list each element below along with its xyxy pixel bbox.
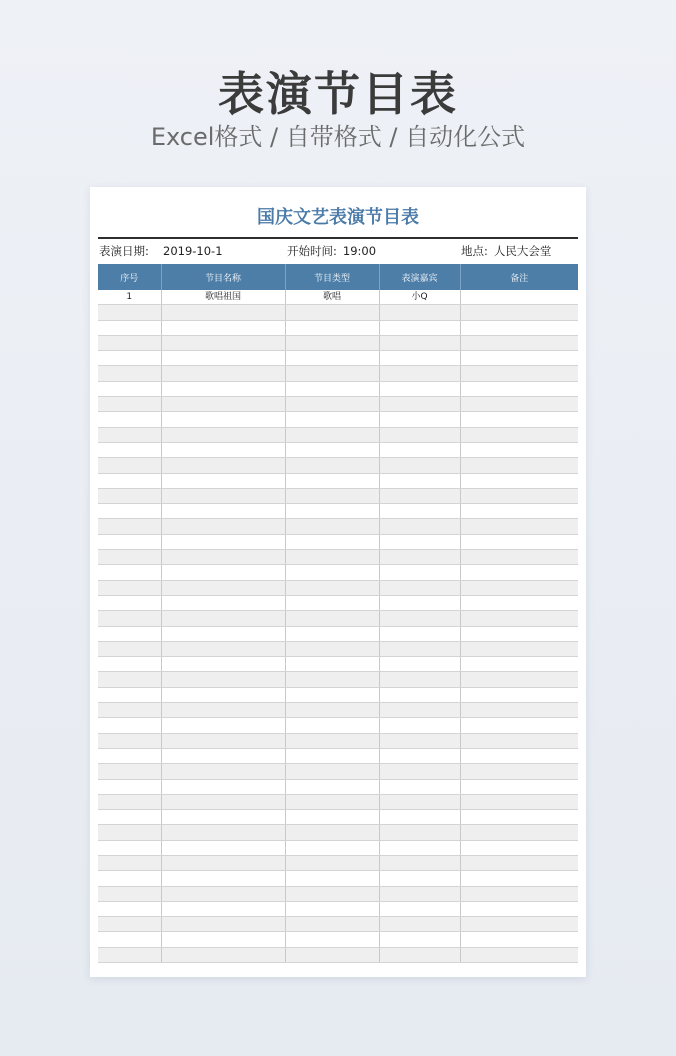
cell-index[interactable]: [98, 381, 161, 396]
title-divider: [98, 237, 578, 239]
column-header-index: 序号: [98, 264, 161, 290]
cell-notes[interactable]: [460, 687, 578, 702]
table-row: [98, 810, 578, 825]
cell-program-name[interactable]: [161, 947, 285, 962]
date-value: 2019-10-1: [163, 244, 223, 258]
cell-program-name[interactable]: [161, 458, 285, 473]
cell-notes[interactable]: [460, 641, 578, 656]
cell-performer[interactable]: [379, 917, 460, 932]
cell-performer[interactable]: [379, 351, 460, 366]
cell-program-name[interactable]: [161, 534, 285, 549]
cell-notes[interactable]: [460, 290, 578, 305]
cell-program-name[interactable]: [161, 397, 285, 412]
table-row: [98, 565, 578, 580]
cell-notes[interactable]: [460, 733, 578, 748]
cell-index[interactable]: [98, 641, 161, 656]
cell-index[interactable]: [98, 335, 161, 350]
cell-notes[interactable]: [460, 748, 578, 763]
cell-performer[interactable]: [379, 871, 460, 886]
cell-performer[interactable]: [379, 947, 460, 962]
cell-performer[interactable]: [379, 488, 460, 503]
table-row: [98, 871, 578, 886]
cell-index[interactable]: [98, 565, 161, 580]
program-table-wrap: [98, 264, 578, 963]
cell-performer[interactable]: [379, 703, 460, 718]
cell-performer[interactable]: [379, 687, 460, 702]
cell-program-name[interactable]: [161, 335, 285, 350]
cell-program-type[interactable]: [285, 519, 379, 534]
cell-notes[interactable]: [460, 611, 578, 626]
cell-program-type[interactable]: [285, 427, 379, 442]
cell-program-type[interactable]: [285, 595, 379, 610]
cell-notes[interactable]: [460, 794, 578, 809]
table-row: [98, 825, 578, 840]
cell-performer[interactable]: [379, 779, 460, 794]
cell-program-type[interactable]: 歌唱: [285, 290, 379, 305]
cell-index[interactable]: [98, 672, 161, 687]
cell-program-type[interactable]: [285, 641, 379, 656]
cell-notes[interactable]: [460, 825, 578, 840]
cell-program-type[interactable]: [285, 442, 379, 457]
cell-program-name[interactable]: [161, 611, 285, 626]
table-row: [98, 733, 578, 748]
cell-program-name[interactable]: [161, 519, 285, 534]
cell-program-name[interactable]: [161, 886, 285, 901]
table-row: [98, 840, 578, 855]
table-row: [98, 580, 578, 595]
cell-notes[interactable]: [460, 626, 578, 641]
cell-index[interactable]: [98, 794, 161, 809]
cell-program-type[interactable]: [285, 580, 379, 595]
cell-program-name[interactable]: 歌唱祖国: [161, 290, 285, 305]
column-header-program-type: 节目类型: [285, 264, 379, 290]
cell-index[interactable]: [98, 855, 161, 870]
cell-program-name[interactable]: [161, 488, 285, 503]
cell-performer[interactable]: [379, 397, 460, 412]
cell-index[interactable]: [98, 488, 161, 503]
cell-program-type[interactable]: [285, 305, 379, 320]
cell-notes[interactable]: [460, 886, 578, 901]
cell-index[interactable]: [98, 580, 161, 595]
cell-program-type[interactable]: [285, 718, 379, 733]
cell-performer[interactable]: [379, 335, 460, 350]
column-header-performer: 表演嘉宾: [379, 264, 460, 290]
table-row: [98, 397, 578, 412]
start-time: [287, 243, 376, 259]
cell-performer[interactable]: [379, 901, 460, 916]
table-row: [98, 657, 578, 672]
cell-performer[interactable]: [379, 764, 460, 779]
cell-index[interactable]: [98, 351, 161, 366]
cell-performer[interactable]: [379, 458, 460, 473]
table-row: [98, 611, 578, 626]
cell-program-name[interactable]: [161, 718, 285, 733]
cell-program-type[interactable]: [285, 657, 379, 672]
cell-program-name[interactable]: [161, 412, 285, 427]
cell-program-name[interactable]: [161, 871, 285, 886]
table-row: [98, 595, 578, 610]
cell-index[interactable]: [98, 779, 161, 794]
cell-program-type[interactable]: [285, 351, 379, 366]
program-table: [98, 264, 578, 963]
table-row: [98, 290, 578, 305]
cell-index[interactable]: [98, 810, 161, 825]
cell-index[interactable]: [98, 412, 161, 427]
cell-index[interactable]: [98, 458, 161, 473]
table-row: [98, 672, 578, 687]
cell-program-type[interactable]: [285, 672, 379, 687]
column-header-program-name: 节目名称: [161, 264, 285, 290]
cell-notes[interactable]: [460, 488, 578, 503]
table-row: [98, 366, 578, 381]
cell-program-name[interactable]: [161, 840, 285, 855]
cell-program-type[interactable]: [285, 947, 379, 962]
cell-performer[interactable]: [379, 672, 460, 687]
table-row: [98, 320, 578, 335]
cell-program-name[interactable]: [161, 427, 285, 442]
cell-program-name[interactable]: [161, 442, 285, 457]
cell-program-type[interactable]: [285, 397, 379, 412]
cell-program-type[interactable]: [285, 764, 379, 779]
cell-program-name[interactable]: [161, 779, 285, 794]
cell-index[interactable]: [98, 626, 161, 641]
cell-program-type[interactable]: [285, 488, 379, 503]
cell-performer[interactable]: [379, 550, 460, 565]
table-row: [98, 626, 578, 641]
table-row: [98, 947, 578, 962]
cell-index[interactable]: [98, 840, 161, 855]
cell-program-type[interactable]: [285, 412, 379, 427]
cell-notes[interactable]: [460, 519, 578, 534]
cell-index[interactable]: [98, 442, 161, 457]
cell-program-type[interactable]: [285, 565, 379, 580]
cell-program-type[interactable]: [285, 825, 379, 840]
cell-performer[interactable]: [379, 580, 460, 595]
cell-notes[interactable]: [460, 580, 578, 595]
cell-program-name[interactable]: [161, 351, 285, 366]
cell-notes[interactable]: [460, 917, 578, 932]
cell-program-name[interactable]: [161, 504, 285, 519]
cell-index[interactable]: [98, 764, 161, 779]
cell-performer[interactable]: [379, 412, 460, 427]
cell-notes[interactable]: [460, 412, 578, 427]
cell-program-name[interactable]: [161, 901, 285, 916]
cell-program-name[interactable]: [161, 473, 285, 488]
table-row: [98, 764, 578, 779]
cell-index[interactable]: [98, 366, 161, 381]
cell-program-type[interactable]: [285, 794, 379, 809]
cell-index[interactable]: [98, 657, 161, 672]
cell-performer[interactable]: [379, 855, 460, 870]
table-row: [98, 748, 578, 763]
cell-notes[interactable]: [460, 504, 578, 519]
cell-program-type[interactable]: [285, 320, 379, 335]
cell-program-name[interactable]: [161, 565, 285, 580]
cell-performer[interactable]: [379, 427, 460, 442]
hero-title: 表演节目表: [218, 67, 458, 121]
cell-notes[interactable]: [460, 458, 578, 473]
cell-program-type[interactable]: [285, 366, 379, 381]
table-row: [98, 504, 578, 519]
cell-index[interactable]: [98, 504, 161, 519]
cell-performer[interactable]: [379, 366, 460, 381]
table-row: [98, 473, 578, 488]
cell-program-name[interactable]: [161, 932, 285, 947]
cell-program-type[interactable]: [285, 335, 379, 350]
table-row: [98, 488, 578, 503]
cell-notes[interactable]: [460, 335, 578, 350]
cell-program-type[interactable]: [285, 733, 379, 748]
cell-index[interactable]: [98, 886, 161, 901]
cell-program-name[interactable]: [161, 320, 285, 335]
cell-index[interactable]: [98, 320, 161, 335]
cell-notes[interactable]: [460, 305, 578, 320]
table-body: [98, 290, 578, 963]
cell-performer[interactable]: [379, 840, 460, 855]
table-row: [98, 886, 578, 901]
table-header-row: [98, 264, 578, 290]
cell-index[interactable]: [98, 703, 161, 718]
cell-index[interactable]: [98, 871, 161, 886]
location: [461, 243, 551, 259]
cell-performer[interactable]: 小Q: [379, 290, 460, 305]
cell-index[interactable]: [98, 825, 161, 840]
table-row: [98, 427, 578, 442]
cell-program-name[interactable]: [161, 366, 285, 381]
start-time-label: 开始时间:: [287, 244, 337, 258]
hero-subtitle: Excel格式 / 自带格式 / 自动化公式: [150, 123, 526, 151]
cell-index[interactable]: [98, 718, 161, 733]
cell-notes[interactable]: [460, 657, 578, 672]
cell-notes[interactable]: [460, 381, 578, 396]
cell-program-type[interactable]: [285, 687, 379, 702]
cell-index[interactable]: [98, 534, 161, 549]
cell-program-name[interactable]: [161, 595, 285, 610]
cell-index[interactable]: [98, 917, 161, 932]
table-row: [98, 519, 578, 534]
cell-notes[interactable]: [460, 397, 578, 412]
cell-performer[interactable]: [379, 810, 460, 825]
cell-program-type[interactable]: [285, 626, 379, 641]
cell-index[interactable]: [98, 595, 161, 610]
cell-index[interactable]: [98, 611, 161, 626]
cell-performer[interactable]: [379, 473, 460, 488]
cell-notes[interactable]: [460, 595, 578, 610]
cell-notes[interactable]: [460, 810, 578, 825]
table-row: [98, 381, 578, 396]
cell-program-type[interactable]: [285, 381, 379, 396]
cell-notes[interactable]: [460, 840, 578, 855]
cell-notes[interactable]: [460, 871, 578, 886]
cell-index[interactable]: 1: [98, 290, 161, 305]
cell-program-type[interactable]: [285, 886, 379, 901]
cell-performer[interactable]: [379, 657, 460, 672]
cell-program-type[interactable]: [285, 932, 379, 947]
cell-program-name[interactable]: [161, 550, 285, 565]
cell-program-type[interactable]: [285, 611, 379, 626]
table-row: [98, 917, 578, 932]
cell-performer[interactable]: [379, 504, 460, 519]
cell-performer[interactable]: [379, 381, 460, 396]
cell-performer[interactable]: [379, 794, 460, 809]
cell-notes[interactable]: [460, 672, 578, 687]
start-time-value: 19:00: [342, 244, 377, 258]
cell-program-type[interactable]: [285, 840, 379, 855]
cell-program-type[interactable]: [285, 458, 379, 473]
cell-notes[interactable]: [460, 427, 578, 442]
cell-notes[interactable]: [460, 947, 578, 962]
cell-program-name[interactable]: [161, 626, 285, 641]
table-row: [98, 351, 578, 366]
cell-notes[interactable]: [460, 366, 578, 381]
cell-performer[interactable]: [379, 565, 460, 580]
cell-program-name[interactable]: [161, 764, 285, 779]
cell-performer[interactable]: [379, 595, 460, 610]
cell-index[interactable]: [98, 748, 161, 763]
cell-performer[interactable]: [379, 932, 460, 947]
cell-index[interactable]: [98, 947, 161, 962]
cell-program-type[interactable]: [285, 917, 379, 932]
cell-program-name[interactable]: [161, 305, 285, 320]
cell-performer[interactable]: [379, 534, 460, 549]
location-value: 人民大会堂: [493, 244, 552, 258]
cell-performer[interactable]: [379, 442, 460, 457]
table-row: [98, 442, 578, 457]
cell-program-name[interactable]: [161, 794, 285, 809]
cell-notes[interactable]: [460, 534, 578, 549]
table-row: [98, 855, 578, 870]
cell-performer[interactable]: [379, 886, 460, 901]
cell-program-name[interactable]: [161, 703, 285, 718]
cell-program-name[interactable]: [161, 917, 285, 932]
cell-index[interactable]: [98, 901, 161, 916]
cell-program-type[interactable]: [285, 871, 379, 886]
cell-notes[interactable]: [460, 764, 578, 779]
cell-performer[interactable]: [379, 611, 460, 626]
table-row: [98, 412, 578, 427]
cell-program-name[interactable]: [161, 825, 285, 840]
cell-index[interactable]: [98, 550, 161, 565]
cell-index[interactable]: [98, 305, 161, 320]
cell-notes[interactable]: [460, 320, 578, 335]
cell-index[interactable]: [98, 473, 161, 488]
cell-program-type[interactable]: [285, 473, 379, 488]
spreadsheet-preview: [90, 187, 586, 977]
table-row: [98, 305, 578, 320]
cell-program-type[interactable]: [285, 703, 379, 718]
cell-program-name[interactable]: [161, 641, 285, 656]
cell-notes[interactable]: [460, 473, 578, 488]
cell-program-type[interactable]: [285, 504, 379, 519]
cell-program-type[interactable]: [285, 550, 379, 565]
cell-notes[interactable]: [460, 779, 578, 794]
cell-performer[interactable]: [379, 748, 460, 763]
cell-program-type[interactable]: [285, 855, 379, 870]
cell-notes[interactable]: [460, 932, 578, 947]
cell-performer[interactable]: [379, 305, 460, 320]
column-header-notes: 备注: [460, 264, 578, 290]
cell-performer[interactable]: [379, 626, 460, 641]
cell-program-name[interactable]: [161, 580, 285, 595]
table-row: [98, 794, 578, 809]
cell-performer[interactable]: [379, 519, 460, 534]
cell-index[interactable]: [98, 932, 161, 947]
cell-program-type[interactable]: [285, 748, 379, 763]
table-row: [98, 779, 578, 794]
cell-program-type[interactable]: [285, 901, 379, 916]
cell-notes[interactable]: [460, 550, 578, 565]
cell-index[interactable]: [98, 519, 161, 534]
table-row: [98, 641, 578, 656]
cell-program-name[interactable]: [161, 855, 285, 870]
location-label: 地点:: [461, 244, 488, 258]
sheet-title: 国庆文艺表演节目表: [257, 207, 419, 228]
cell-program-type[interactable]: [285, 810, 379, 825]
cell-performer[interactable]: [379, 641, 460, 656]
table-row: [98, 550, 578, 565]
cell-notes[interactable]: [460, 718, 578, 733]
table-row: [98, 335, 578, 350]
cell-index[interactable]: [98, 397, 161, 412]
table-row: [98, 901, 578, 916]
cell-performer[interactable]: [379, 733, 460, 748]
cell-program-name[interactable]: [161, 657, 285, 672]
table-row: [98, 932, 578, 947]
cell-notes[interactable]: [460, 442, 578, 457]
cell-notes[interactable]: [460, 901, 578, 916]
cell-index[interactable]: [98, 687, 161, 702]
cell-program-name[interactable]: [161, 810, 285, 825]
date-label: 表演日期:: [99, 244, 149, 258]
cell-performer[interactable]: [379, 320, 460, 335]
cell-performer[interactable]: [379, 718, 460, 733]
cell-notes[interactable]: [460, 855, 578, 870]
cell-performer[interactable]: [379, 825, 460, 840]
table-row: [98, 458, 578, 473]
cell-program-type[interactable]: [285, 779, 379, 794]
cell-notes[interactable]: [460, 351, 578, 366]
cell-program-name[interactable]: [161, 748, 285, 763]
table-row: [98, 718, 578, 733]
cell-program-type[interactable]: [285, 534, 379, 549]
cell-notes[interactable]: [460, 565, 578, 580]
cell-program-name[interactable]: [161, 687, 285, 702]
table-row: [98, 534, 578, 549]
table-row: [98, 687, 578, 702]
cell-index[interactable]: [98, 427, 161, 442]
cell-program-name[interactable]: [161, 733, 285, 748]
cell-program-name[interactable]: [161, 672, 285, 687]
cell-notes[interactable]: [460, 703, 578, 718]
cell-index[interactable]: [98, 733, 161, 748]
table-row: [98, 703, 578, 718]
cell-program-name[interactable]: [161, 381, 285, 396]
